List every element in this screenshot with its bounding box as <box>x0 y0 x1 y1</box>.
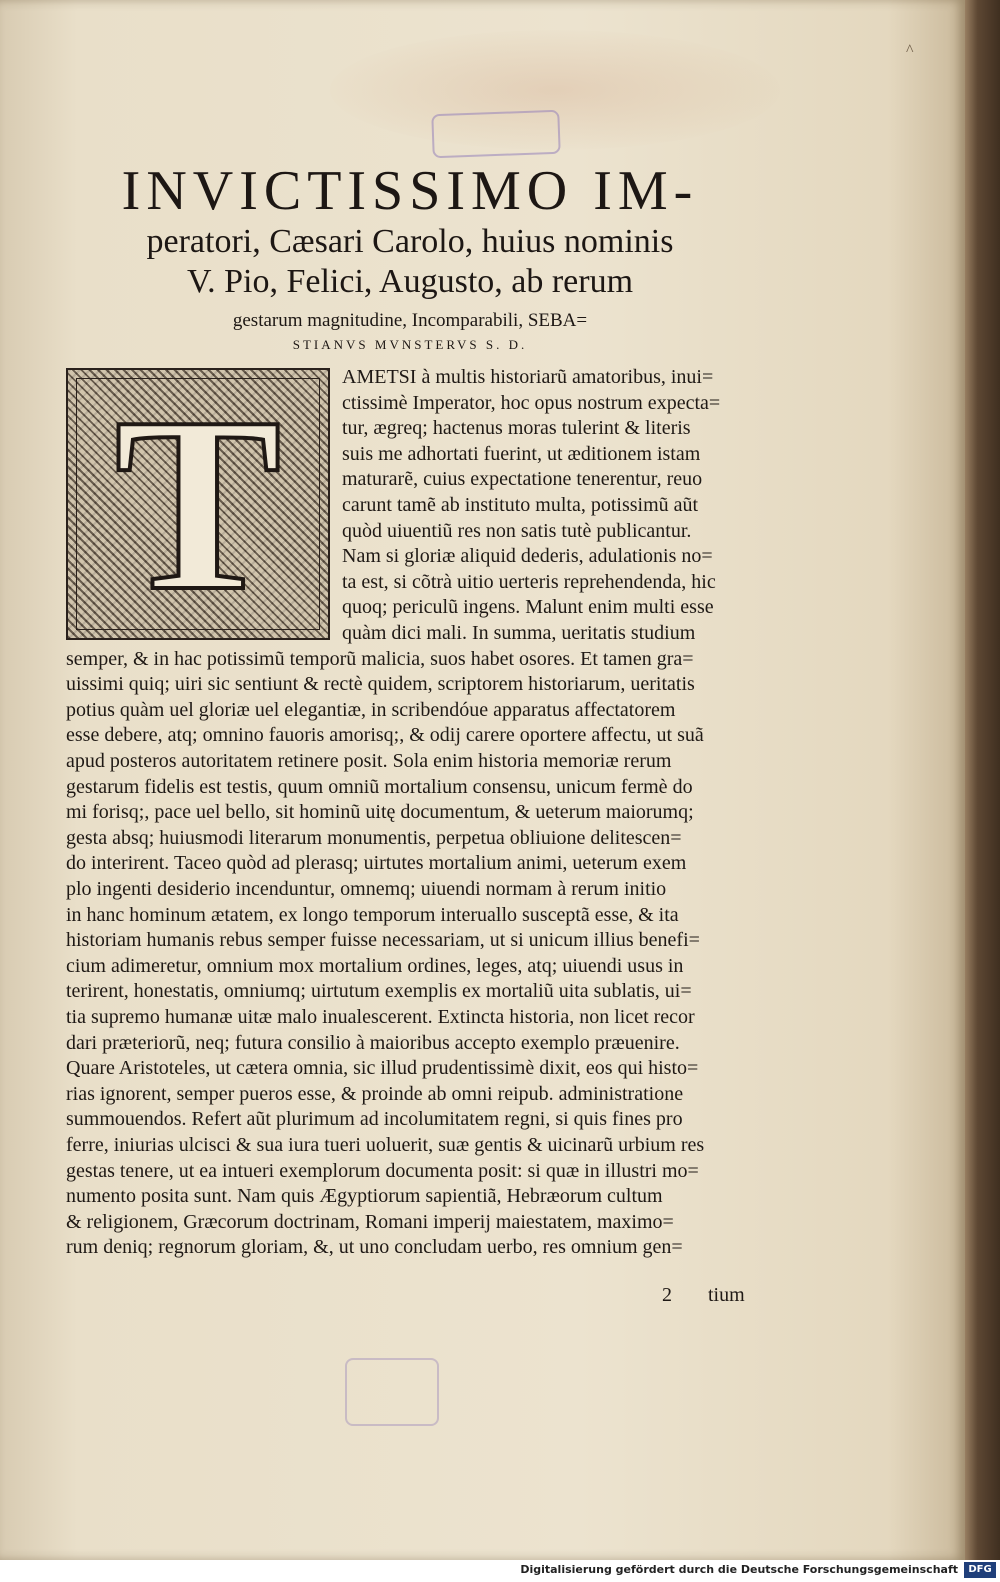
body-line: maturarẽ, cuius expectatione tenerentur, reuo <box>342 468 703 491</box>
corner-mark: ^ <box>906 42 914 59</box>
title-line-5: STIANVS MVNSTERVS S. D. <box>292 337 528 352</box>
body-line: terirent, honestatis, omniumq; uirtutum exemplis ex mortaliũ uita sublatis, ui= <box>66 980 692 1003</box>
body-line: tur, ægreq; hactenus moras tulerint & literis <box>342 417 691 440</box>
body-line: gesta absq; huiusmodi literarum monumentis, perpetua obliuione delitescen= <box>66 826 682 849</box>
initial-letter: T <box>114 366 282 643</box>
body-line: esse debere, atq; omnino fauoris amorisq;, & odij carere oportere affectu, ut suã <box>66 724 704 747</box>
body-line: gestas tenere, ut ea intueri exemplorum documenta posit: si quæ in illustri mo= <box>66 1159 699 1182</box>
dfg-logo: DFG <box>964 1562 996 1578</box>
body-line: cium adimeretur, omnium mox mortalium ordines, leges, atq; uiuendi usus in <box>66 954 684 977</box>
body-line: ctissimè Imperator, hoc opus nostrum expecta= <box>342 391 721 414</box>
catchword: tium <box>708 1284 745 1306</box>
body-line: mi forisq;, pace uel bello, sit hominũ uitę documentum, & ueterum maiorumq; <box>66 801 694 824</box>
footer-credit: Digitalisierung gefördert durch die Deutsche Forschungsgemeinschaft <box>520 1563 958 1576</box>
body-line: Nam si gloriæ aliquid dederis, adulationis no= <box>342 545 713 568</box>
body-line: gestarum fidelis est testis, quum omniũ mortalium consensu, unicum fermè do <box>66 775 693 798</box>
body-line: ferre, iniurias ulcisci & sua iura tueri uoluerit, suæ gentis & uicinarũ urbium res <box>66 1134 705 1156</box>
body-line: numento posita sunt. Nam quis Ægyptiorum sapientiã, Hebræorum cultum <box>66 1185 663 1208</box>
title-line-3: V. Pio, Felici, Augusto, ab rerum <box>186 263 634 300</box>
body-line: tia supremo humanæ uitæ malo inualescerent. Extincta historia, non licet recor <box>66 1006 695 1028</box>
body-line: rum deniq; regnorum gloriam, &, ut uno concludam uerbo, res omnium gen= <box>66 1236 683 1259</box>
body-line: quòd uiuentiũ res non satis tutè publicantur. <box>342 519 692 542</box>
body-line: AMETSI à multis historiarũ amatoribus, inui= <box>342 366 714 388</box>
body-line: in hanc hominum ætatem, ex longo temporum interuallo susceptã esse, & ita <box>66 903 679 926</box>
body-line: semper, & in hac potissimũ temporũ malicia, suos habet osores. Et tamen gra= <box>66 647 694 670</box>
body-line: quàm dici mali. In summa, ueritatis studium <box>342 622 696 644</box>
body-line: dari præteriorũ, neq; futura consilio à maioribus accepto exemplo præuenire. <box>66 1031 680 1054</box>
body-line: do interirent. Taceo quòd ad plerasq; uirtutes mortalium animi, ueterum exem <box>66 852 687 875</box>
body-line: apud posteros autoritatem retinere posit. Sola enim historia memoriæ rerum <box>66 750 672 772</box>
footer-bar <box>0 1560 1000 1582</box>
library-stamp-bottom <box>345 1358 439 1426</box>
body-line: suis me adhortati fuerint, ut æditionem istam <box>342 442 701 465</box>
title-line-4: gestarum magnitudine, Incomparabili, SEBA= <box>232 310 588 331</box>
body-line: & religionem, Græcorum doctrinam, Romani imperij maiestatem, maximo= <box>66 1210 674 1233</box>
body-line: potius quàm uel gloriæ uel elegantiæ, in scribendóue apparatus affectatorem <box>66 698 676 721</box>
body-line: rias ignorent, semper pueros esse, & proinde ab omni reipub. administratione <box>66 1082 684 1105</box>
decorated-initial <box>66 366 330 643</box>
body-line: Quare Aristoteles, ut cætera omnia, sic illud prudentissimè dixit, eos qui histo= <box>66 1057 699 1080</box>
body-line: carunt tamẽ ab instituto multa, potissimũ aũt <box>342 494 699 516</box>
body-line: quoq; periculũ ingens. Malunt enim multi esse <box>342 596 714 619</box>
body-line: historiam humanis rebus semper fuisse necessariam, ut si unicum illius benefi= <box>66 929 700 952</box>
title-line-2: peratori, Cæsari Carolo, huius nominis <box>146 223 674 260</box>
title-line-1: INVICTISSIMO IM- <box>121 160 699 222</box>
library-stamp-top <box>431 110 560 158</box>
signature-mark: 2 <box>662 1284 672 1306</box>
dedication-title <box>60 160 760 356</box>
body-line: plo ingenti desiderio incenduntur, omnemq; uiuendi normam à rerum initio <box>66 878 667 900</box>
body-line: ta est, si cõtrà uitio uerteris reprehendenda, hic <box>342 570 716 593</box>
body-line: uissimi quiq; uiri sic sentiunt & rectè quidem, scriptorem historiarum, ueritatis <box>66 673 695 696</box>
body-line: summouendos. Refert aũt plurimum ad incolumitatem regni, si quis fines pro <box>66 1108 683 1131</box>
